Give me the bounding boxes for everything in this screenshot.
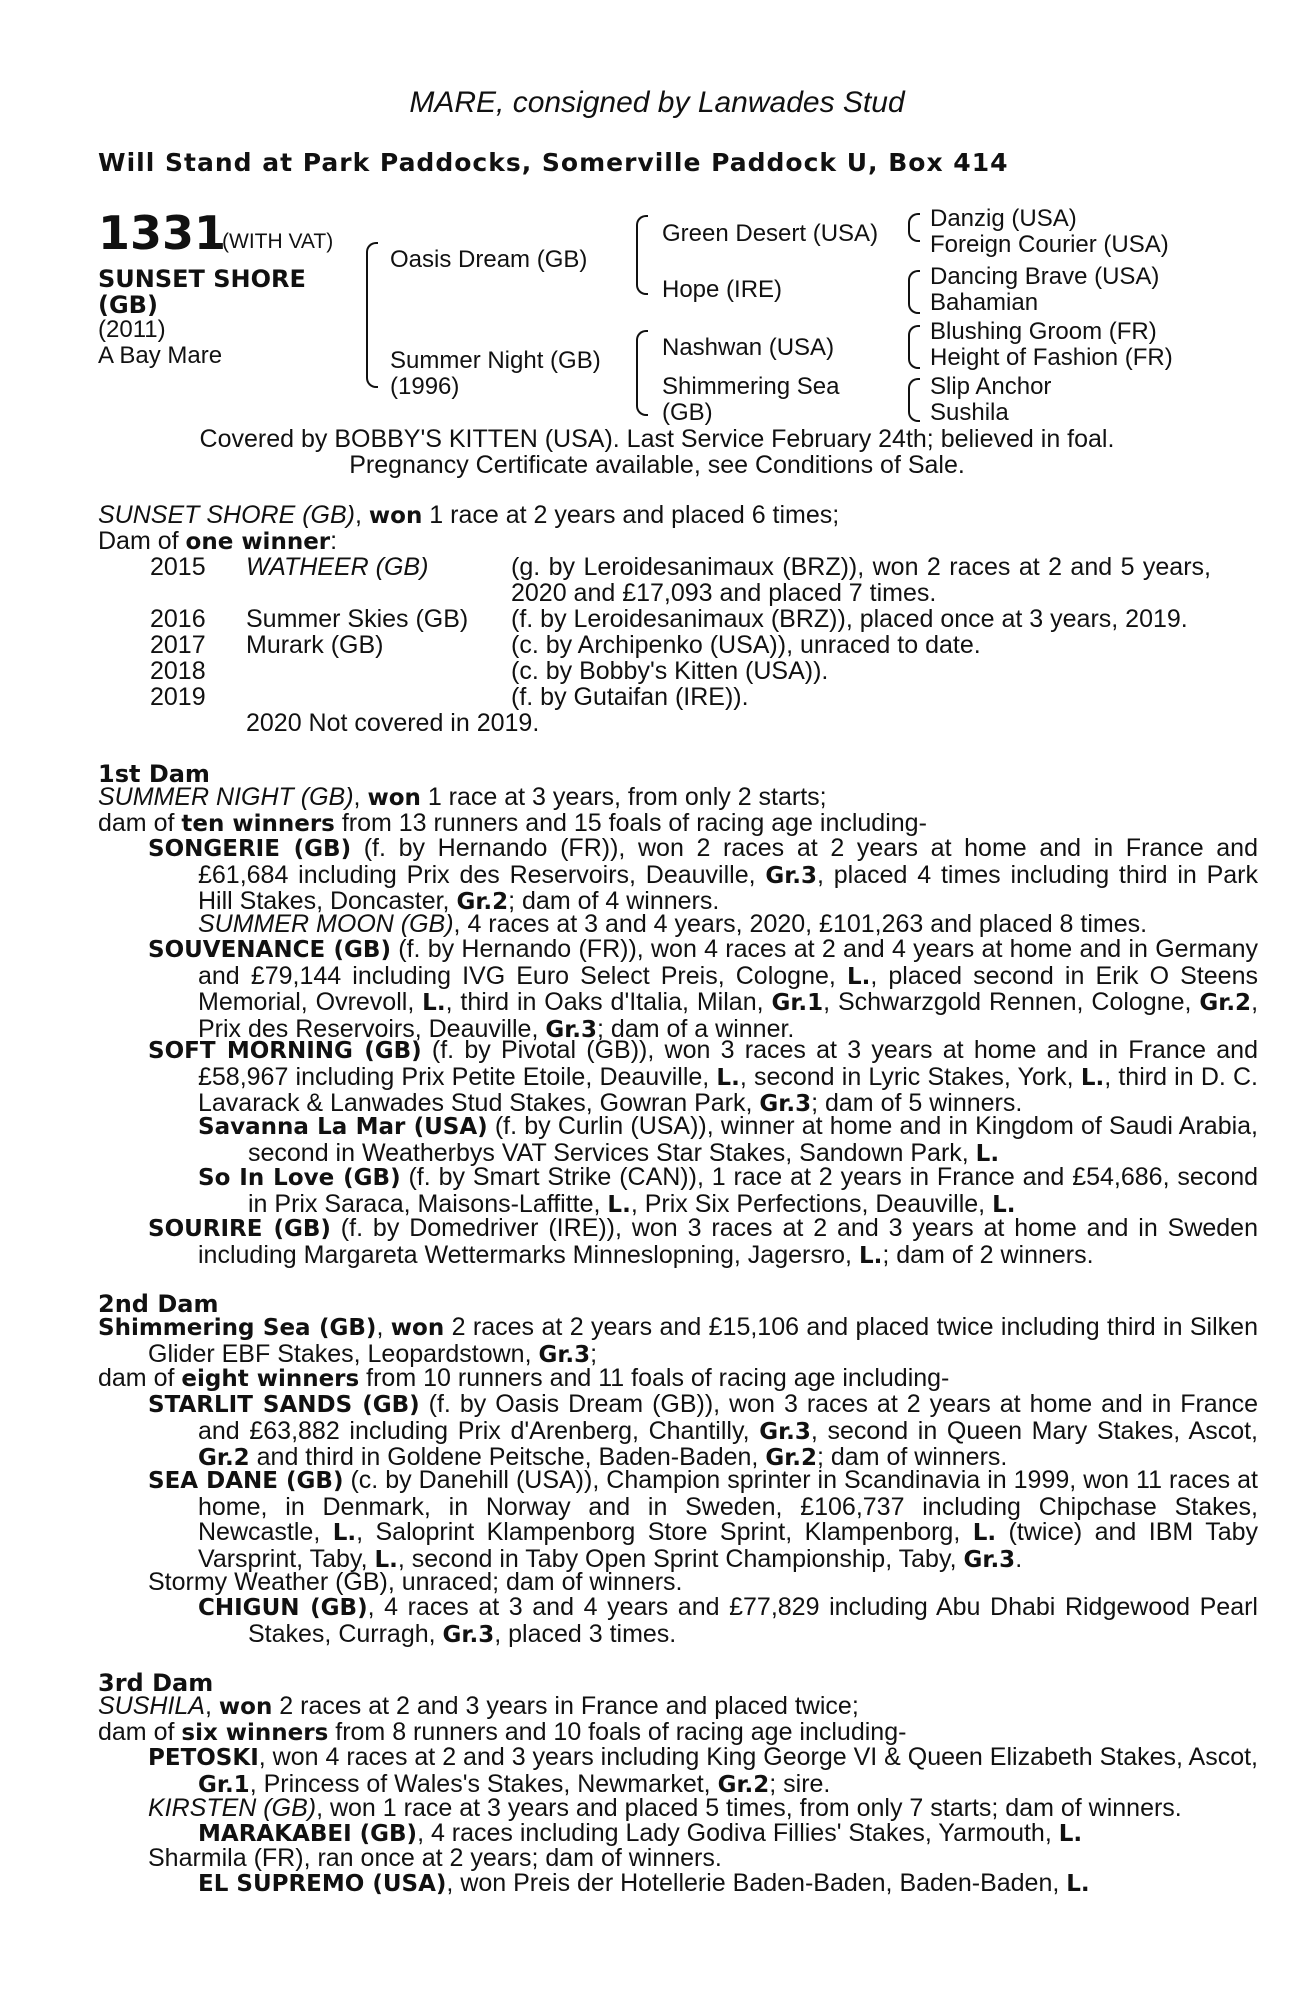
produce-entry: Sharmila (FR), ran once at 2 years; dam of winners. <box>148 1844 722 1872</box>
grandsire-2: Dancing Brave (USA) <box>930 263 1160 290</box>
granddam-3: Height of Fashion (FR) <box>930 344 1173 371</box>
sire-dam-bracket <box>366 242 378 388</box>
sire: Oasis Dream (GB) <box>390 246 588 273</box>
produce-entry: MARAKABEI (GB), 4 races including Lady Godiva Fillies' Stakes, Yarmouth, L. <box>198 1819 1083 1847</box>
produce-entry: STARLIT SANDS (GB) (f. by Oasis Dream (GB)), won 3 races at 2 years at home and in France and £63,882 including Prix d'Arenberg, Chantilly, Gr.3, second in Queen Mary Stakes, Ascot, Gr.2 and third in Goldene Peitsche, Baden-Baden, Gr.2; dam of winners. <box>148 1390 1259 1472</box>
horse-description: A Bay Mare <box>98 342 223 369</box>
first-dam-heading: 1st Dam <box>98 760 210 788</box>
produce-entry: SOFT MORNING (GB) (f. by Pivotal (GB)), won 3 races at 3 years at home and in France and £58,967 including Prix Petite Etoile, Deauville, L., second in Lyric Stakes, York, L., third in D. C. Lavarack & Lanwades Stud Stakes, Gowran Park, Gr.3; dam of 5 winners. <box>148 1036 1259 1118</box>
lot-number: 1331 <box>98 206 227 260</box>
granddam-1: Foreign Courier (USA) <box>930 231 1169 258</box>
produce-entry: SOUVENANCE (GB) (f. by Hernando (FR)), won 4 races at 2 and 4 years at home and in Germany and £79,144 including IVG Euro Select Preis, Cologne, L., placed second in Erik O Steens Memorial, Ovrevoll, L., third in Oaks d'Italia, Milan, Gr.1, Schwarzgold Rennen, Cologne, Gr.2, Prix des Reservoirs, Deauville, Gr.3; dam of a winner. <box>148 935 1259 1043</box>
produce-entry: Stormy Weather (GB), unraced; dam of winners. <box>148 1568 683 1596</box>
dam-dam-suffix: (GB) <box>662 399 713 426</box>
mare-record: SUNSET SHORE (GB), won 1 race at 2 years and placed 6 times; <box>98 501 840 529</box>
sire-sire: Green Desert (USA) <box>662 220 879 247</box>
dam: Summer Night (GB) <box>390 347 601 374</box>
consignor-title: MARE, consigned by Lanwades Stud <box>409 86 905 119</box>
produce-entry: Savanna La Mar (USA) (f. by Curlin (USA)), winner at home and in Kingdom of Saudi Arabia, second in Weatherbys VAT Services Star Stakes, Sandown Park, L. <box>198 1112 1258 1167</box>
gd-bracket-2 <box>908 270 920 314</box>
birth-year: (2011) <box>98 316 166 343</box>
produce-entry: EL SUPREMO (USA), won Preis der Hotellerie Baden-Baden, Baden-Baden, L. <box>198 1869 1090 1897</box>
catalogue-page: MARE, consigned by Lanwades Stud Will Stand at Park Paddocks, Somerville Paddock U, Box 414 1331 (WITH VAT) SUNSET SHORE (GB) (2011) A Bay Mare Oasis Dream (GB) Summer Night (GB) (1996) Green Desert (USA) Hope (IRE) Nashwan (USA) Shimmering Sea (GB) Danzig (USA) Foreign Courier (USA) Dancing Brave (USA) Bahamian Blushing Groom (FR) Height of Fashion (FR) Slip Anchor Sushila Covered by BOBBY'S KITTEN (USA). Last Service February 24th; believed in foal. Pregnancy Certificate available, see Conditions of Sale. SUNSET SHORE (GB), won 1 race at 2 years and placed 6 times; Dam of one winner: 2015 WATHEER (GB) (g. by Leroidesanimaux (BRZ)), won 2 races at 2 and 5 years, 2020 and £17,093 and placed 7 times. 2016 Summer Skies (GB) (f. by Leroidesanimaux (BRZ)), placed once at 3 years, 2019. 2017 Murark (GB) (c. by Archipenko (USA)), unraced to date. 2018 (c. by Bobby's Kitten (USA)). 2019 (f. by Gutaifan (IRE)). 2020 Not covered in 2019. 1st Dam SUMMER NIGHT (GB), won 1 race at 3 years, from only 2 starts; dam of ten winners from 13 runners and 15 foals of racing age including- SONGERIE (GB) (f. by Hernando (FR)), won 2 races at 2 years at home and in France and £61,684 including Prix des Reservoirs, Deauville, Gr.3, placed 4 times including third in Park Hill Stakes, Doncaster, Gr.2; dam of 4 winners. SUMMER MOON (GB), 4 races at 3 and 4 years, 2020, £101,263 and placed 8 times. SOUVENANCE (GB) (f. by Hernando (FR)), won 4 races at 2 and 4 years at home and in Germany and £79,144 including IVG Euro Select Preis, Cologne, L., placed second in Erik O Steens Memorial, Ovrevoll, L., third in Oaks d'Italia, Milan, Gr.1, Schwarzgold Rennen, Cologne, Gr.2, Prix des Reservoirs, Deauville, Gr.3; dam of a winner. SOFT MORNING (GB) (f. by Pivotal (GB)), won 3 races at 3 years at home and in France and £58,967 including Prix Petite Etoile, Deauville, L., second in Lyric Stakes, York, L., third in D. C. Lavarack & Lanwades Stud Stakes, Gowran Park, Gr.3; dam of 5 winners. Savanna La Mar (USA) (f. by Curlin (USA)), winner at home and in Kingdom of Saudi Arabia, second in Weatherbys VAT Services Star Stakes, Sandown Park, L. So In Love (GB) (f. by Smart Strike (CAN)), 1 race at 2 years in France and £54,686, second in Prix Saraca, Maisons-Laffitte, L., Prix Six Perfections, Deauville, L. SOURIRE (GB) (f. by Domedriver (IRE)), won 3 races at 2 and 3 years at home and in Sweden including Margareta Wettermarks Minneslopning, Jagersro, L.; dam of 2 winners. 2nd Dam Shimmering Sea (GB), won 2 races at 2 years and £15,106 and placed twice including third in Silken Glider EBF Stakes, Leopardstown, Gr.3; dam of eight winners from 10 runners and 11 foals of racing age including- STARLIT SANDS (GB) (f. by Oasis Dream (GB)), won 3 races at 2 years at home and in France and £63,882 including Prix d'Arenberg, Chantilly, Gr.3, second in Queen Mary Stakes, Ascot, Gr.2 and third in Goldene Peitsche, Baden-Baden, Gr.2; dam of winners. SEA DANE (GB) (c. by Danehill (USA)), Champion sprinter in Scandinavia in 1999, won 11 races at home, in Denmark, in Norway and in Sweden, £106,737 including Chipchase Stakes, Newcastle, L., Saloprint Klampenborg Store Sprint, Klampenborg, L. (twice) and IBM Taby Varsprint, Taby, L., second in Taby Open Sprint Championship, Taby, Gr.3. Stormy Weather (GB), unraced; dam of winners. CHIGUN (GB), 4 races at 3 and 4 years and £77,829 including Abu Dhabi Ridgewood Pearl Stakes, Curragh, Gr.3, placed 3 times. 3rd Dam SUSHILA, won 2 races at 2 and 3 years in France and placed twice; dam of six winners from 8 runners and 10 foals of racing age including- PETOSKI, won 4 races at 2 and 3 years including King George VI & Queen Elizabeth Stakes, Ascot, Gr.1, Princess of Wales's Stakes, Newmarket, Gr.2; sire. KIRSTEN (GB), won 1 race at 3 years and placed 5 times, from only 7 starts; dam of winners. MARAKABEI (GB), 4 races including Lady Godiva Fillies' Stakes, Yarmouth, L. Sharmila (FR), ran once at 2 years; dam of winners. EL SUPREMO (USA), won Preis der Hotellerie Baden-Baden, Baden-Baden, L. <box>0 0 1314 2000</box>
produce-entry: KIRSTEN (GB), won 1 race at 3 years and placed 5 times, from only 7 starts; dam of winners. <box>148 1794 1182 1822</box>
horse-name-suffix: (GB) <box>98 291 158 319</box>
produce-entry: PETOSKI, won 4 races at 2 and 3 years including King George VI & Queen Elizabeth Stakes, Ascot, Gr.1, Princess of Wales's Stakes, Newmarket, Gr.2; sire. <box>148 1743 1258 1798</box>
produce-entry: So In Love (GB) (f. by Smart Strike (CAN)), 1 race at 2 years in France and £54,686, second in Prix Saraca, Maisons-Laffitte, L., Prix Six Perfections, Deauville, L. <box>198 1163 1259 1218</box>
horse-name: SUNSET SHORE <box>98 265 306 293</box>
second-dam-heading: 2nd Dam <box>98 1290 219 1318</box>
produce-entry: SEA DANE (GB) (c. by Danehill (USA)), Champion sprinter in Scandinavia in 1999, won 11 races at home, in Denmark, in Norway and in Sweden, £106,737 including Chipchase Stakes, Newcastle, L., Saloprint Klampenborg Store Sprint, Klampenborg, L. (twice) and IBM Taby Varsprint, Taby, L., second in Taby Open Sprint Championship, Taby, Gr.3. <box>148 1466 1258 1573</box>
produce-entry: CHIGUN (GB), 4 races at 3 and 4 years and £77,829 including Abu Dhabi Ridgewood Pearl Stakes, Curragh, Gr.3, placed 3 times. <box>198 1593 1258 1648</box>
grandsire-1: Danzig (USA) <box>930 205 1077 232</box>
produce-entry: SOURIRE (GB) (f. by Domedriver (IRE)), won 3 races at 2 and 3 years at home and in Sweden including Margareta Wettermarks Minneslopning, Jagersro, L.; dam of 2 winners. <box>148 1214 1258 1269</box>
produce-note: 2020 Not covered in 2019. <box>246 709 540 737</box>
dam-sire: Nashwan (USA) <box>662 334 835 361</box>
third-dam-heading: 3rd Dam <box>98 1669 214 1697</box>
sire-bracket <box>636 215 648 295</box>
gd-bracket-1 <box>908 213 920 242</box>
first-dam-record: SUMMER NIGHT (GB), won 1 race at 3 years, from only 2 starts; <box>98 783 827 811</box>
dam-dam: Shimmering Sea <box>662 373 840 400</box>
sire-dam: Hope (IRE) <box>662 276 783 303</box>
gd-bracket-4 <box>908 378 920 422</box>
third-dam-produce-summary: dam of six winners from 8 runners and 10 foals of racing age including- <box>98 1718 907 1746</box>
first-dam-produce-summary: dam of ten winners from 13 runners and 15 foals of racing age including- <box>98 809 927 837</box>
covered-note: Covered by BOBBY'S KITTEN (USA). Last Service February 24th; believed in foal. <box>199 425 1115 453</box>
produce-entry: SUMMER MOON (GB), 4 races at 3 and 4 years, 2020, £101,263 and placed 8 times. <box>198 910 1148 938</box>
second-dam-produce-summary: dam of eight winners from 10 runners and 11 foals of racing age including- <box>98 1364 950 1392</box>
stand-location: Will Stand at Park Paddocks, Somerville Paddock U, Box 414 <box>98 148 1009 177</box>
dam-year: (1996) <box>390 373 460 400</box>
pregnancy-note: Pregnancy Certificate available, see Conditions of Sale. <box>349 451 965 479</box>
second-dam-record: Shimmering Sea (GB), won 2 races at 2 years and £15,106 and placed twice including third in Silken Glider EBF Stakes, Leopardstown, Gr.3; <box>98 1313 1258 1368</box>
produce-entry: SONGERIE (GB) (f. by Hernando (FR)), won 2 races at 2 years at home and in France and £61,684 including Prix des Reservoirs, Deauville, Gr.3, placed 4 times including third in Park Hill Stakes, Doncaster, Gr.2; dam of 4 winners. <box>148 834 1259 916</box>
third-dam-record: SUSHILA, won 2 races at 2 and 3 years in France and placed twice; <box>98 1692 859 1720</box>
granddam-2: Bahamian <box>930 289 1039 316</box>
gd-bracket-3 <box>908 325 920 369</box>
grandsire-4: Slip Anchor <box>930 373 1052 400</box>
grandsire-3: Blushing Groom (FR) <box>930 318 1157 345</box>
dam-bracket <box>636 330 648 416</box>
dam-of-line: Dam of one winner: <box>98 527 338 555</box>
vat-note: (WITH VAT) <box>222 230 334 253</box>
granddam-4: Sushila <box>930 399 1009 426</box>
